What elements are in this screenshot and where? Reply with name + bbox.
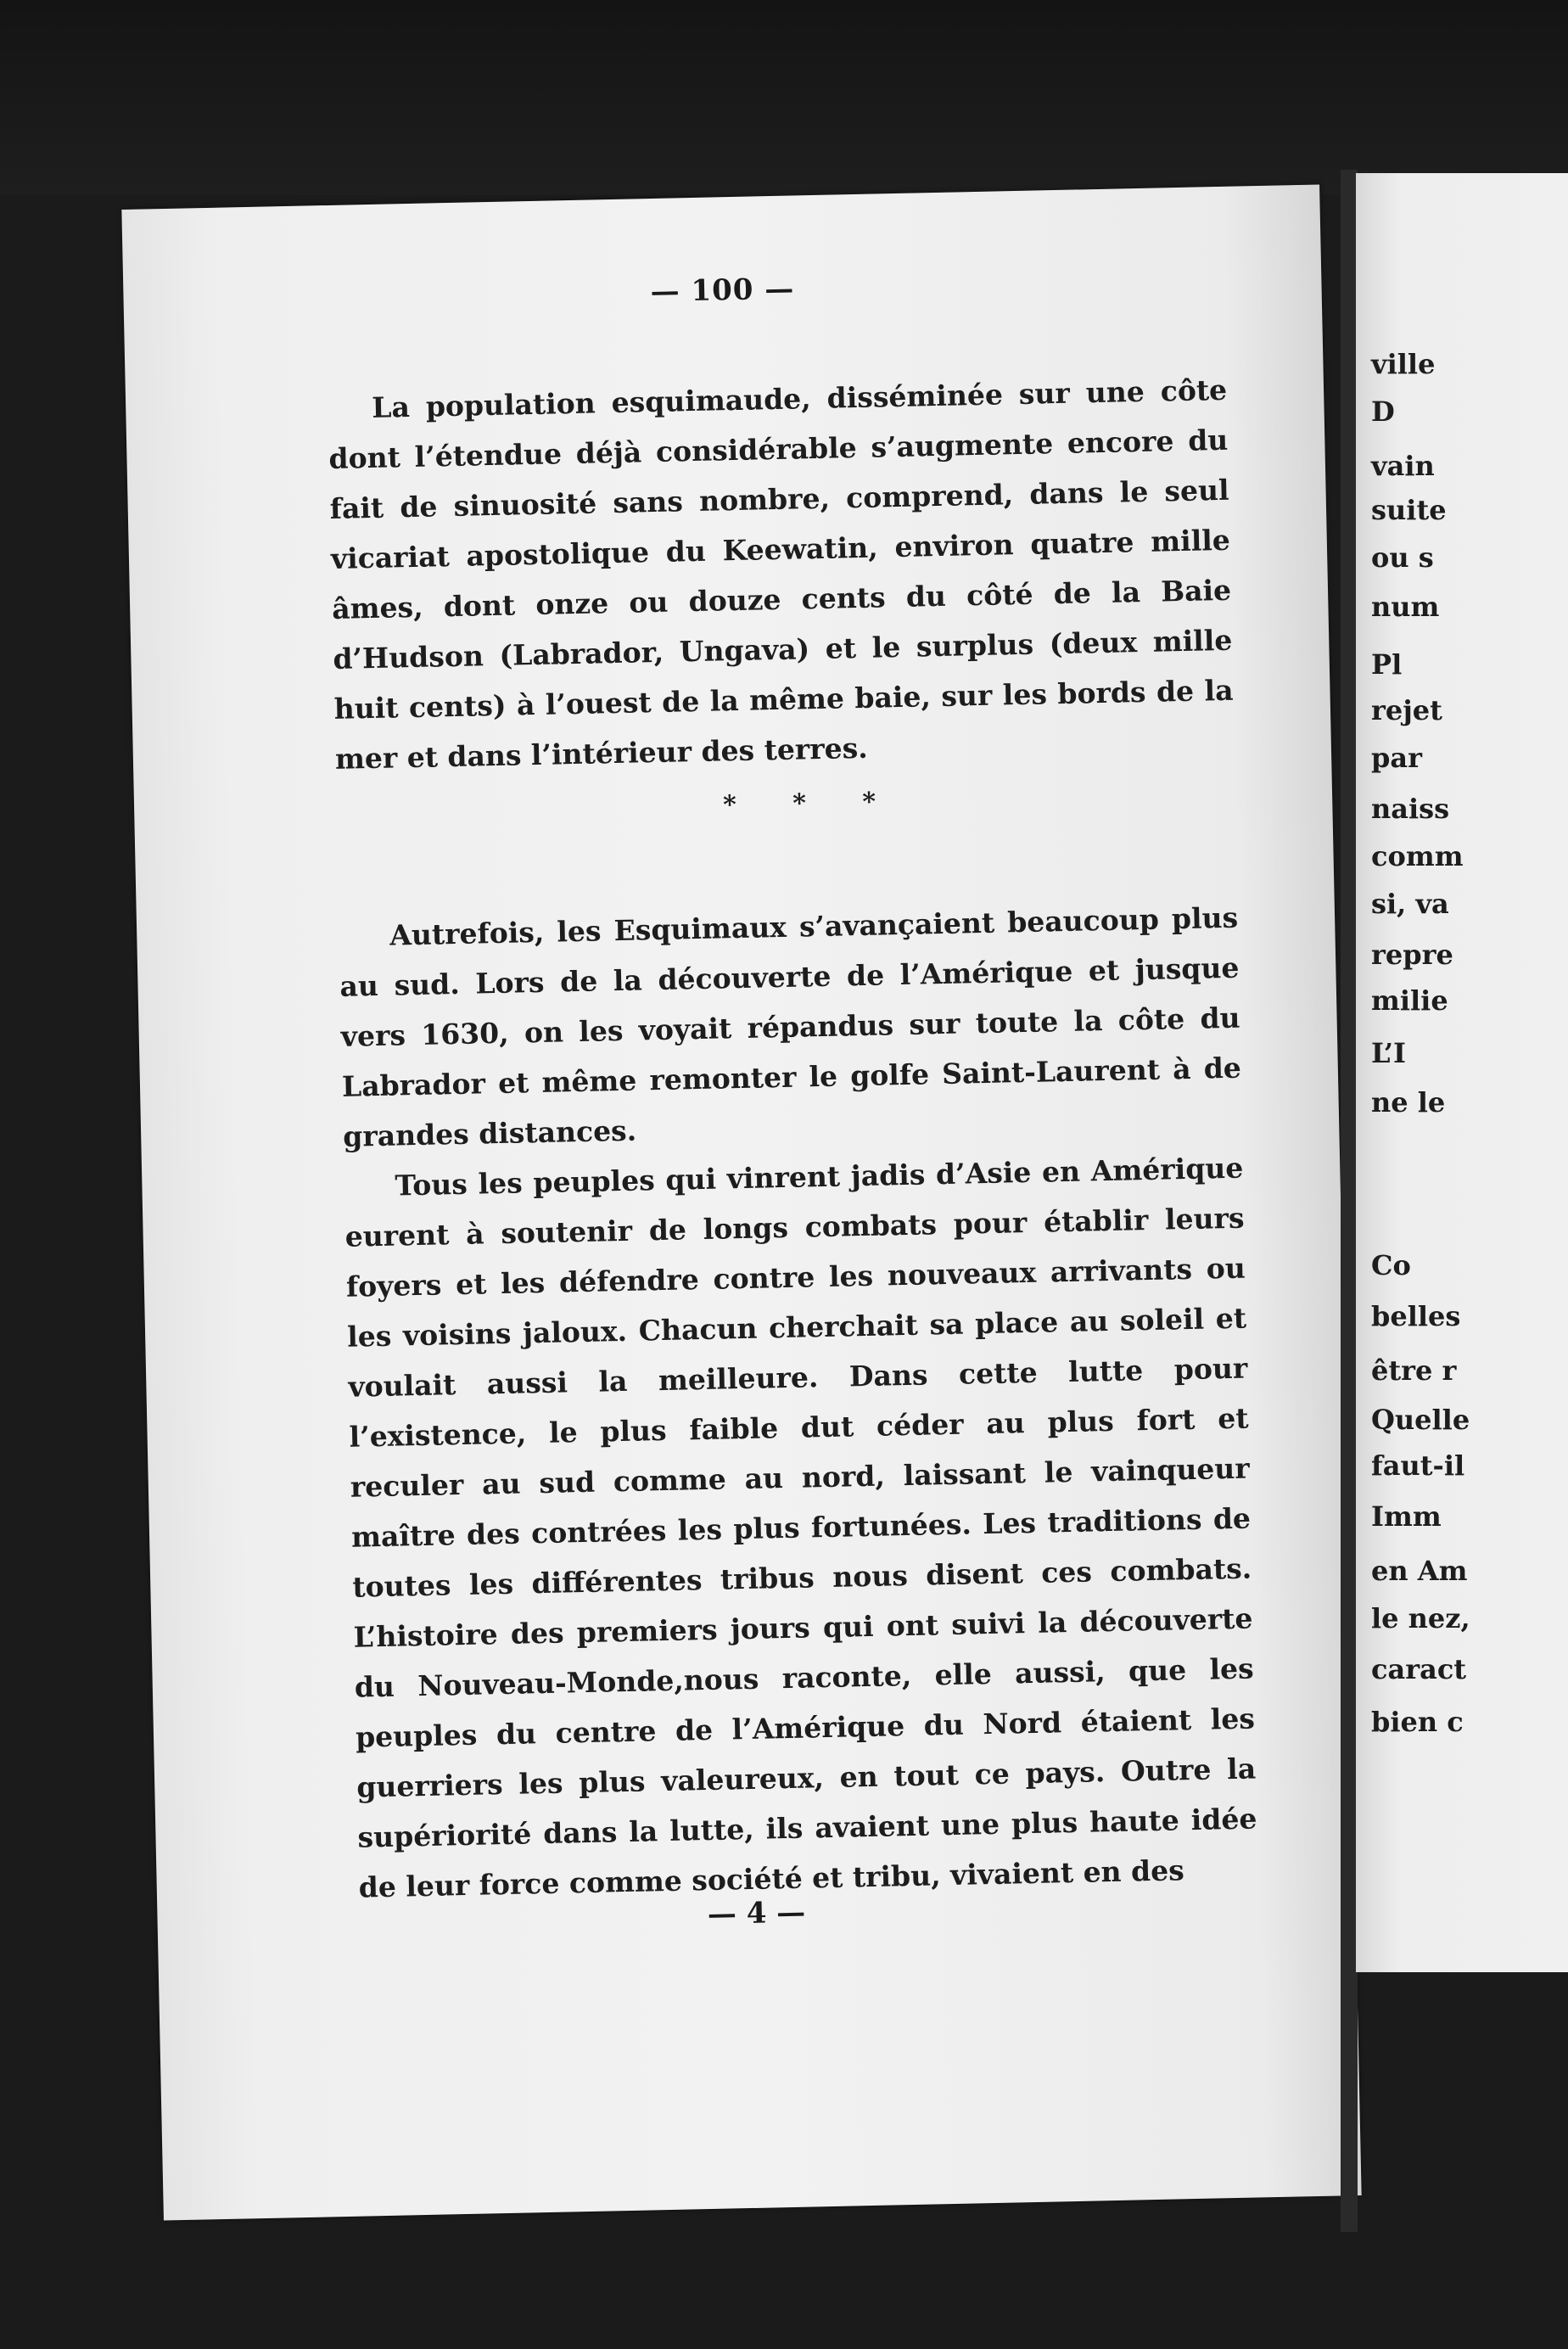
right-page-line: bien c [1371,1706,1464,1738]
signature-mark: — 4 — [707,1895,806,1932]
left-page [121,184,1361,2220]
right-page-line: Pl [1371,648,1403,681]
paragraph: La population esquimaude, disséminée sur une côte dont l’étendue déjà considérable s’augmente encore du fait de sinuosité sans nombre, comprend, dans le seul vicariat apostolique du Keewatin, environ quatre mille âmes, dont onze ou douze cents du côté de la Baie d’Hudson (Labrador, Ungava) et le surplus (deux mille huit cents) à l’ouest de la même baie, sur les bords de la mer et dans l’intérieur des terres. [328,373,1234,776]
right-page-line: comm [1371,840,1464,872]
page-number: — 100 — [650,272,795,310]
right-page-line: caract [1371,1653,1467,1685]
right-page-line: Imm [1371,1500,1442,1533]
paragraph: Autrefois, les Esquimaux s’avançaient beaucoup plus au sud. Lors de la découverte de l’Amérique et jusque vers 1630, on les voyait répandus sur toute la côte du Labrador et même remonter le golfe Saint-Laurent à de grandes distances. [339,900,1242,1153]
right-page-line: vain [1371,450,1435,482]
right-page-line: Co [1371,1249,1411,1281]
page-body [328,365,1259,1913]
right-page-line: être r [1371,1354,1457,1387]
scan-background [0,0,1568,195]
right-page-line: belles [1371,1300,1461,1332]
right-page-line: Quelle [1371,1404,1470,1436]
right-page-line: rejet [1371,694,1442,726]
right-page-line: ville [1371,348,1436,380]
right-page-line: faut-il [1371,1449,1465,1482]
right-page-line: naiss [1371,793,1450,825]
right-page-line: repre [1371,939,1453,971]
right-page-line: si, va [1371,888,1449,920]
right-page-line: ou s [1371,541,1434,574]
right-page-line: suite [1371,494,1447,526]
right-page-line: par [1371,742,1422,774]
paragraph: Tous les peuples qui vinrent jadis d’Asie en Amérique eurent à soutenir de longs combats pour établir leurs foyers et les défendre contre les nouveaux arrivants ou les voisins jaloux. Chacun cherchait sa place au soleil et voulait aussi la meilleure. Dans cette lutte pour l’existence, le plus faible dut céder au plus fort et reculer au sud comme au nord, laissant le vainqueur maître des contrées les plus fortunées. Les traditions de toutes les différentes tribus nous disent ces combats. L’histoire des premiers jours qui ont suivi la découverte du Nouveau-Monde,nous raconte, elle aussi, que les peuples du centre de l’Amérique du Nord étaient les guerriers les plus valeureux, en tout ce pays. Outre la supériorité dans la lutte, ils avaient une plus haute idée de leur force comme société et tribu, vivaient en des [344,1151,1257,1904]
right-page [1356,173,1568,1972]
right-page-line: en Am [1371,1555,1468,1587]
book-gutter [1341,170,1358,2232]
section-separator: * * * [722,787,900,821]
right-page-line: milie [1371,984,1448,1017]
right-page-line: le nez, [1371,1602,1470,1634]
right-page-line: D [1371,395,1395,428]
right-page-line: num [1371,591,1440,623]
right-page-line: ne le [1371,1086,1446,1118]
right-page-line: L’I [1371,1037,1406,1069]
